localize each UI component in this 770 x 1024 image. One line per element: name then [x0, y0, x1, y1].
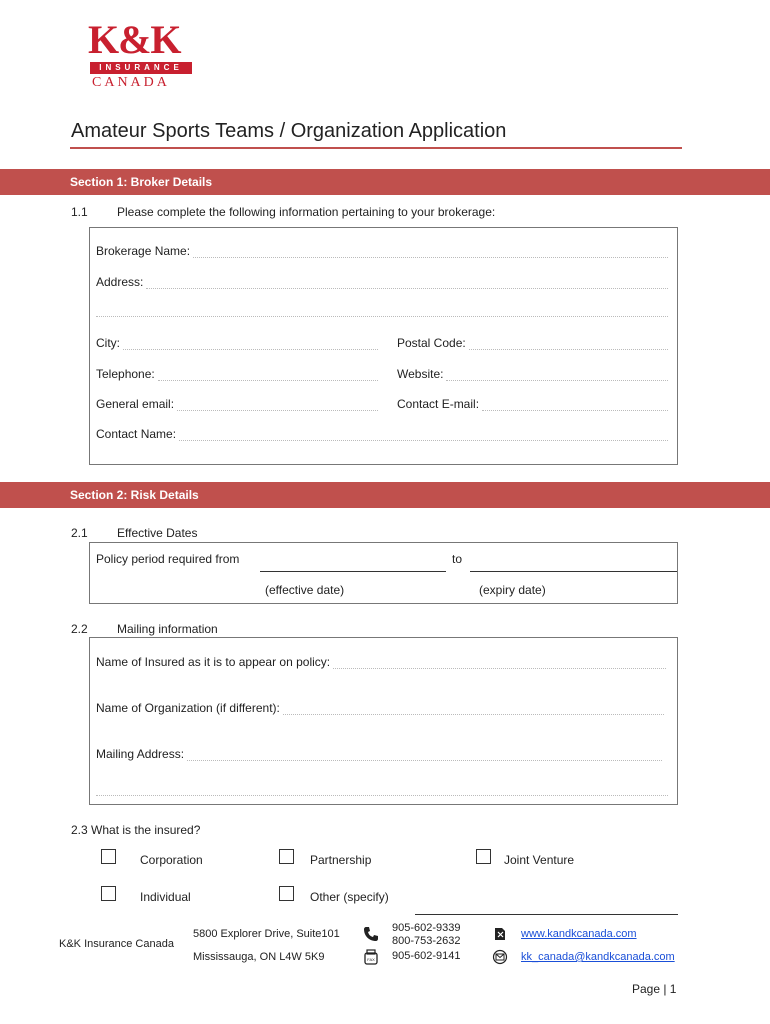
- footer-email-link[interactable]: kk_canada@kandkcanada.com: [521, 951, 675, 963]
- q21-text: Effective Dates: [117, 526, 198, 540]
- postal-code-input[interactable]: [469, 340, 668, 350]
- effective-date-input[interactable]: [260, 571, 446, 572]
- mailing-address-line-2[interactable]: [96, 795, 668, 796]
- telephone-label: Telephone:: [96, 367, 155, 381]
- address-line-2[interactable]: [96, 316, 668, 317]
- contact-name-field[interactable]: [96, 427, 668, 441]
- partnership-checkbox[interactable]: [279, 849, 294, 864]
- address-label: Address:: [96, 275, 144, 289]
- corporation-label: Corporation: [140, 853, 203, 867]
- postal-code-label: Postal Code:: [397, 336, 466, 350]
- footer-address2: Mississauga, ON L4W 5K9: [193, 951, 325, 963]
- joint-venture-label: Joint Venture: [504, 853, 575, 867]
- title-rule: [70, 147, 682, 149]
- contact-name-label: Contact Name:: [96, 427, 177, 441]
- name-insured-label: Name of Insured as it is to appear on policy:: [96, 655, 331, 669]
- mailing-address-label: Mailing Address:: [96, 747, 185, 761]
- website-label: Website:: [397, 367, 444, 381]
- fax-icon: [363, 949, 379, 965]
- logo-country: CANADA: [92, 75, 170, 90]
- website-field[interactable]: [397, 367, 668, 381]
- individual-checkbox[interactable]: [101, 886, 116, 901]
- other-checkbox[interactable]: [279, 886, 294, 901]
- footer-address1: 5800 Explorer Drive, Suite101: [193, 928, 340, 940]
- partnership-label: Partnership: [310, 853, 372, 867]
- page-number: Page | 1: [632, 982, 677, 996]
- website-input[interactable]: [446, 371, 668, 381]
- q23-text: 2.3 What is the insured?: [71, 823, 201, 837]
- general-email-label: General email:: [96, 397, 175, 411]
- logo-band: INSURANCE: [90, 62, 192, 74]
- footer-fax: 905-602-9141: [392, 950, 461, 962]
- name-org-input[interactable]: [283, 705, 664, 715]
- other-label: Other (specify): [310, 890, 389, 904]
- logo-wordmark: K&K: [88, 17, 181, 62]
- phone-icon: [363, 926, 379, 942]
- to-label: to: [452, 552, 463, 566]
- general-email-input[interactable]: [177, 401, 378, 411]
- individual-label: Individual: [140, 890, 191, 904]
- page-title: Amateur Sports Teams / Organization Application: [71, 120, 507, 142]
- kk-logo: [88, 17, 192, 90]
- postal-code-field[interactable]: [397, 336, 668, 350]
- footer-phone1: 905-602-9339: [392, 922, 461, 934]
- svg-text:FAX: FAX: [367, 957, 375, 962]
- brokerage-name-input[interactable]: [193, 248, 668, 258]
- contact-email-field[interactable]: [397, 397, 668, 411]
- city-label: City:: [96, 336, 120, 350]
- brokerage-name-field[interactable]: [96, 244, 668, 258]
- general-email-field[interactable]: [96, 397, 378, 411]
- mailing-address-field[interactable]: [96, 747, 662, 761]
- brokerage-name-label: Brokerage Name:: [96, 244, 191, 258]
- mailing-address-input[interactable]: [187, 751, 662, 761]
- address-input[interactable]: [146, 279, 668, 289]
- footer-rule: [415, 914, 678, 915]
- q22-text: Mailing information: [117, 622, 218, 636]
- q21-number: 2.1: [71, 526, 88, 540]
- contact-name-input[interactable]: [179, 431, 668, 441]
- city-input[interactable]: [123, 340, 378, 350]
- email-icon: [492, 949, 508, 965]
- policy-period-label: Policy period required from: [96, 552, 240, 566]
- q11-text: Please complete the following information pertaining to your brokerage:: [117, 205, 496, 219]
- expiry-date-input[interactable]: [470, 571, 677, 572]
- expiry-date-label: (expiry date): [479, 583, 546, 597]
- address-field[interactable]: [96, 275, 668, 289]
- q11-number: 1.1: [71, 205, 88, 219]
- footer-company: K&K Insurance Canada: [59, 938, 174, 950]
- effective-date-label: (effective date): [265, 583, 345, 597]
- name-org-label: Name of Organization (if different):: [96, 701, 280, 715]
- name-insured-input[interactable]: [333, 659, 666, 669]
- name-insured-field[interactable]: [96, 655, 666, 669]
- city-field[interactable]: [96, 336, 378, 350]
- section2-heading: Section 2: Risk Details: [0, 482, 770, 508]
- corporation-checkbox[interactable]: [101, 849, 116, 864]
- telephone-field[interactable]: [96, 367, 378, 381]
- q22-number: 2.2: [71, 622, 88, 636]
- footer-website-link[interactable]: www.kandkcanada.com: [521, 928, 637, 940]
- telephone-input[interactable]: [158, 371, 378, 381]
- contact-email-label: Contact E-mail:: [397, 397, 480, 411]
- contact-email-input[interactable]: [482, 401, 668, 411]
- name-org-field[interactable]: [96, 701, 664, 715]
- joint-venture-checkbox[interactable]: [476, 849, 491, 864]
- web-icon: [492, 926, 508, 942]
- footer-phone2: 800-753-2632: [392, 935, 461, 947]
- section1-heading: Section 1: Broker Details: [0, 169, 770, 195]
